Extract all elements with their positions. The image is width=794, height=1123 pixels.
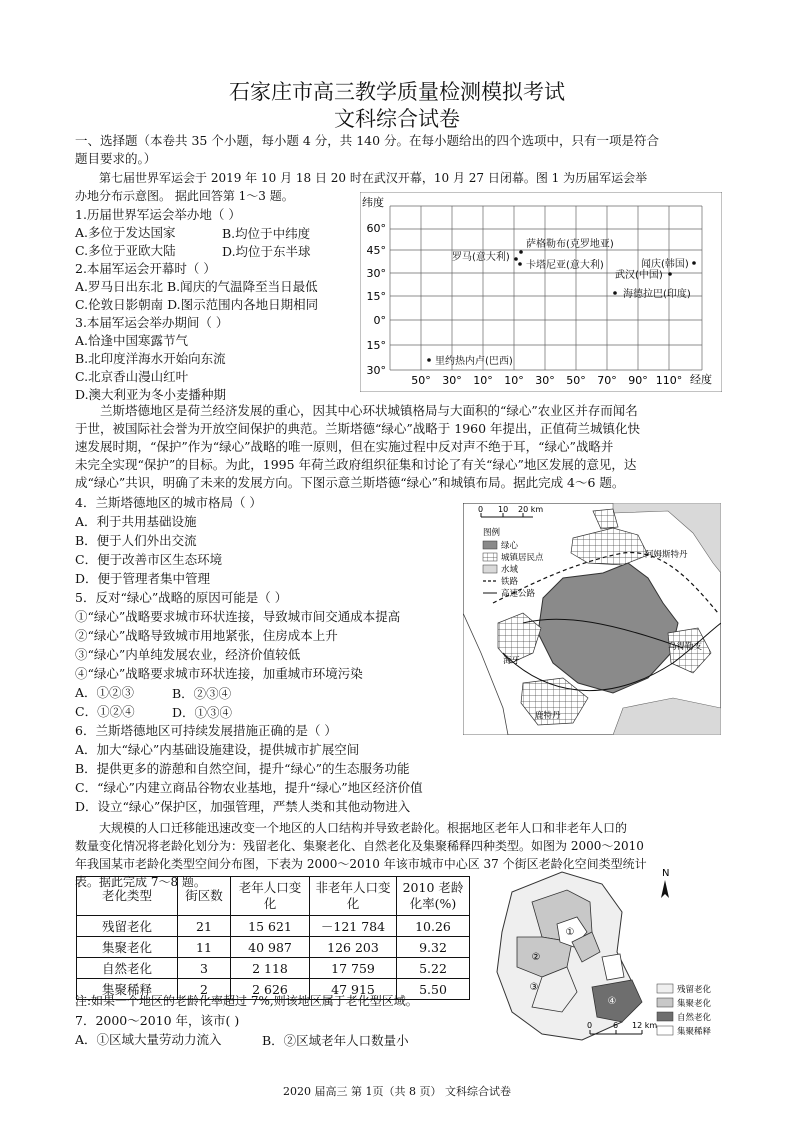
x-tick: 70° — [597, 374, 617, 387]
y-tick: 30° — [366, 364, 386, 377]
svg-text:集聚稀释: 集聚稀释 — [677, 1027, 712, 1037]
x-tick: 10° — [504, 374, 524, 387]
exam-title: 石家庄市高三教学质量检测模拟考试 — [229, 80, 565, 104]
y-tick: 15° — [366, 290, 386, 303]
x-tick: 50° — [411, 374, 431, 387]
table-row: 自然老化 3 2 118 17 759 5.22 — [77, 958, 470, 979]
scale-label: 0 — [587, 1021, 593, 1030]
svg-text:残留老化: 残留老化 — [677, 985, 712, 995]
city-point — [613, 291, 617, 295]
table-row: 集聚老化 11 40 987 126 203 9.32 — [77, 937, 470, 958]
y-tick: 60° — [366, 222, 386, 235]
intro-aging: 大规模的人口迁移能迅速改变一个地区的人口结构并导致老龄化。根据地区老年人口和非老年人口的 数量变化情况将老龄化划分为：残留老化、集聚老化、自然老化及集聚稀释四种类型。如图为 2000～2010 年我国某市老龄化类型空间分布图，下表为 2000～2010 年该市城市中心区 37 个街区老龄化空间类型统计 表。据此完成 7～8 题。 — [75, 821, 647, 889]
city-point — [514, 257, 518, 261]
svg-text:高速公路: 高速公路 — [501, 589, 536, 599]
region-label: ③ — [529, 982, 539, 993]
aging-legend — [657, 984, 712, 1037]
exam-subtitle: 文科综合试卷 — [334, 107, 460, 131]
y-tick: 15° — [366, 339, 386, 352]
intro-military-games: 第七届世界军运会于 2019 年 10 月 18 日 20 时在武汉开幕，10 月 27 日闭幕。图 1 为历届军运会举 办地分布示意图。 据此回答第 1～3 题。 — [75, 171, 648, 203]
scale-label: 6 — [613, 1021, 619, 1030]
x-tick: 30° — [442, 374, 462, 387]
svg-text:绿心: 绿心 — [501, 541, 519, 551]
svg-text:铁路: 铁路 — [501, 577, 519, 587]
x-tick: 110° — [655, 374, 683, 387]
city-point — [692, 261, 696, 265]
city-utrecht: 乌得勒支 — [668, 642, 703, 652]
table-note: 注:如果一个地区的老龄化率超过 7%,则该地区属于老化型区域。 — [75, 994, 418, 1008]
scale-label: 10 — [498, 505, 509, 514]
y-tick: 30° — [366, 267, 386, 280]
x-tick: 90° — [628, 374, 648, 387]
city-label: 卡塔尼亚(意大利) — [526, 260, 604, 271]
city-rotterdam: 鹿特丹 — [535, 711, 561, 721]
scale-label: 20 km — [518, 505, 544, 514]
city-label: 闻庆(韩国) — [641, 259, 689, 270]
city-label: 里约热内卢(巴西) — [435, 356, 513, 367]
table-row: 集聚稀释 2 2 626 47 915 5.50 — [77, 979, 470, 1000]
city-point — [518, 262, 522, 266]
svg-text:水域: 水域 — [501, 565, 519, 575]
aging-type-map — [472, 862, 722, 1052]
svg-text:图例: 图例 — [483, 528, 501, 538]
y-tick: 45° — [366, 244, 386, 257]
city-hague: 海牙 — [503, 656, 521, 666]
city-label: 萨格勒布(克罗地亚) — [526, 239, 614, 250]
city-point — [668, 272, 672, 276]
north-label: N — [662, 868, 670, 879]
aging-stats-table — [76, 876, 470, 1000]
svg-text:集聚老化: 集聚老化 — [677, 999, 712, 1009]
svg-text:城镇居民点: 城镇居民点 — [501, 553, 544, 563]
city-point — [427, 358, 431, 362]
city-label: 武汉(中国) — [615, 270, 663, 281]
x-axis-title: 经度 — [690, 373, 712, 386]
y-tick: 0° — [373, 314, 386, 327]
x-tick: 50° — [566, 374, 586, 387]
table-header-row: 老化类型 街区数 老年人口变化 非老年人口变化 2010 老龄化率(%) — [77, 877, 470, 916]
y-axis-title: 纬度 — [362, 196, 384, 209]
scale-label: 12 km — [632, 1021, 658, 1030]
intro-randstad: 兰斯塔德地区是荷兰经济发展的重心，因其中心环状城镇格局与大面积的“绿心”农业区并存而闻名 于世，被国际社会誉为开放空间保护的典范。兰斯塔德“绿心”战略于 1960 年提出，正值荷兰城镇化快 速发展时期，“保护”作为“绿心”战略的唯一原则，但在实施过程中反对声不绝于耳，“绿心”战略并 未完全实现“保护”的目标。为此，1995 年荷兰政府组织征集和讨论了有关“绿心”地区发展的意见，达 成“绿心”共识，明确了未来的发展方向。下图示意兰斯塔德“绿心”和城镇布局。据此完成 4～6 题。 — [75, 403, 641, 490]
section-header: 一、选择题（本卷共 35 个小题，每小题 4 分，共 140 分。在每小题给出的四个选项中，只有一项是符合 题目要求的。） — [75, 133, 660, 166]
region-label: ① — [565, 927, 575, 938]
city-label: 罗马(意大利) — [452, 252, 510, 263]
randstad-map — [463, 503, 721, 735]
region-label: ② — [531, 952, 541, 963]
city-label: 海德拉巴(印度) — [623, 289, 691, 300]
host-cities-figure — [360, 192, 722, 392]
city-point — [519, 250, 523, 254]
x-tick: 10° — [473, 374, 493, 387]
page-footer: 2020 届高三 第 1页（共 8 页） 文科综合试卷 — [283, 1085, 511, 1098]
scale-label: 0 — [478, 505, 484, 514]
x-tick: 30° — [535, 374, 555, 387]
city-amsterdam: 阿姆斯特丹 — [645, 550, 688, 560]
north-arrow-icon — [661, 880, 669, 898]
region-label: ④ — [607, 996, 617, 1007]
svg-text:自然老化: 自然老化 — [677, 1013, 712, 1023]
table-row: 残留老化 21 15 621 －121 784 10.26 — [77, 916, 470, 937]
